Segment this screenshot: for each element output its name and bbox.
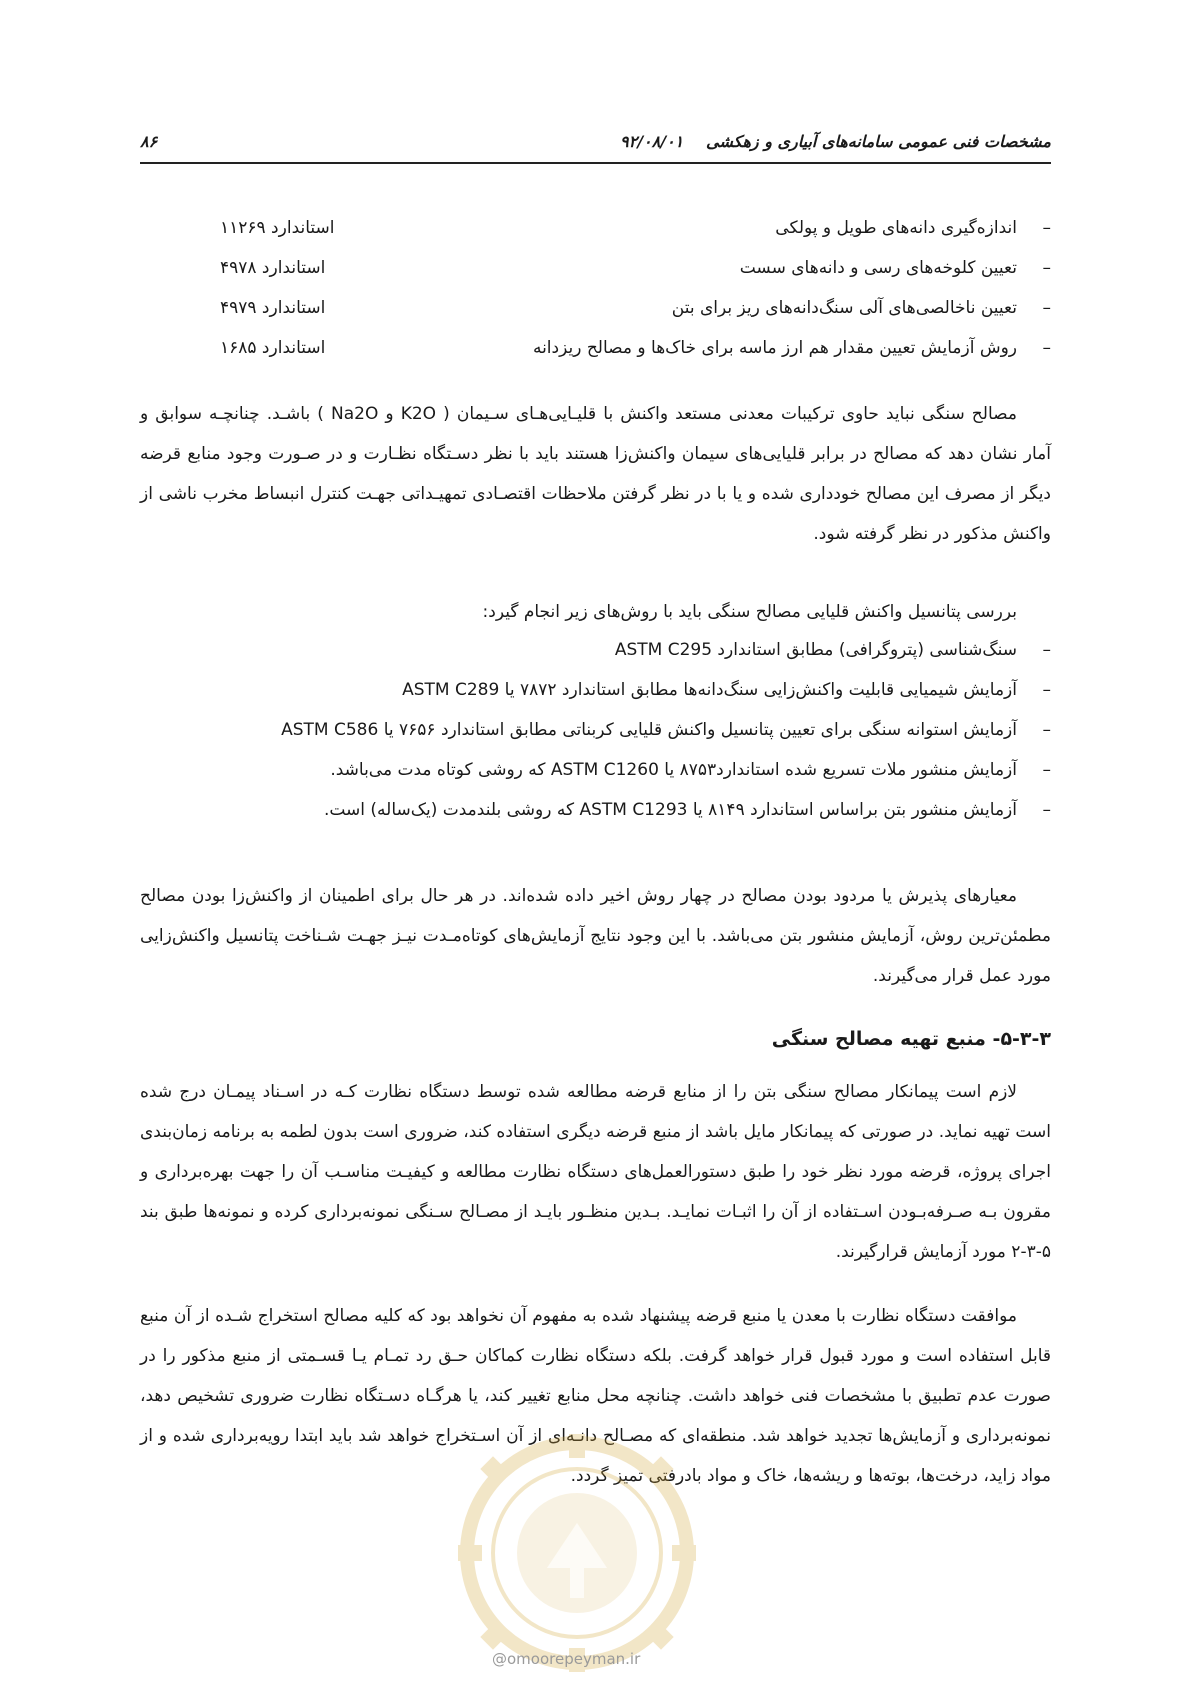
header-date: ۹۲/۰۸/۰۱: [620, 132, 684, 151]
bullet-dash: –: [1042, 640, 1051, 660]
paragraph-acceptance-criteria: [140, 876, 1051, 996]
standard-title: روش آزمایش تعیین مقدار هم ارز ماسه برای خاک‌ها و مصالح ریزدانه: [532, 338, 1017, 358]
paragraph-text: بررسی پتانسیل واکنش قلیایی مصالح سنگی باید با روش‌های زیر انجام گیرد:: [482, 602, 1017, 622]
method-text: سنگ‌شناسی (پتروگرافی) مطابق استاندارد ASTM C295: [614, 640, 1017, 660]
list-item: [140, 752, 1051, 792]
bullet-dash: –: [1042, 298, 1051, 318]
standard-code: استاندارد ۱۶۸۵: [220, 338, 326, 358]
watermark-site: @omoorepeyman.ir: [492, 1650, 641, 1668]
list-item: [140, 254, 1051, 294]
list-item: [140, 294, 1051, 334]
paragraph-text: معیارهای پذیرش یا مردود بودن مصالح در چهار روش اخیر داده شده‌اند. در هر حال برای اطمینان از واکنش‌زا بودن مصالح مطمئن‌ترین روش، آزمایش منشور بتن می‌باشد. با این وجود نتایج آزمایش‌های کوتاه‌مـدت نیـز جهـت شـناخت پتانسیل واکنش‌زایی مورد عمل قرار می‌گیرند.: [140, 886, 1051, 986]
paragraph-text: لازم است پیمانکار مصالح سنگی بتن را از منابع قرضه مطالعه شده توسط دستگاه نظارت کـه در اسـناد پیمـان درج شده است تهیه نماید. در صورتی که پیمانکار مایل باشد از منبع قرضه دیگری استفاده کند، ضروری است بدون لطمه به برنامه زمان‌بندی اجرای پروژه، قرضه مورد نظر خود را طبق دستورالعمل‌های دستگاه نظارت مطالعه و کیفیـت مناسـب آن را جهت بهره‌برداری و مقرون بـه صـرفه‌بـودن اسـتفاده از آن را اثبـات نمایـد. بـدین منظـور بایـد از مصـالح سـنگی نمونه‌برداری کرده و نمونه‌ها طبق بند ۵-۳-۲ مورد آزمایش قرارگیرند.: [140, 1082, 1051, 1262]
list-item: [140, 712, 1051, 752]
header-divider: [140, 162, 1051, 164]
list-item: [140, 672, 1051, 712]
header-title: مشخصات فنی عمومی سامانه‌های آبیاری و زهکشی: [706, 132, 1051, 151]
methods-list: [140, 632, 1051, 832]
bullet-dash: –: [1042, 680, 1051, 700]
bullet-dash: –: [1042, 760, 1051, 780]
list-item: [140, 334, 1051, 374]
standard-code: استاندارد ۴۹۷۹: [220, 298, 326, 318]
paragraph-methods-intro: [140, 592, 1051, 632]
method-text: آزمایش استوانه سنگی برای تعیین پتانسیل واکنش قلیایی کربناتی مطابق استاندارد ۷۶۵۶ یا ASTM C586: [281, 720, 1017, 740]
method-text: آزمایش منشور ملات تسریع شده استاندارد۸۷۵۳ یا ASTM C1260 که روشی کوتاه مدت می‌باشد.: [330, 760, 1017, 780]
standard-code: استاندارد ۴۹۷۸: [220, 258, 326, 278]
list-item: [140, 792, 1051, 832]
omoorepeyman-seal-icon: [452, 1428, 702, 1678]
bullet-dash: –: [1042, 720, 1051, 740]
standard-code: استاندارد ۱۱۲۶۹: [220, 218, 335, 238]
section-heading: ۵-۳-۳- منبع تهیه مصالح سنگی: [771, 1028, 1051, 1050]
method-text: آزمایش منشور بتن براساس استاندارد ۸۱۴۹ یا ASTM C1293 که روشی بلندمدت (یک‌ساله) است.: [323, 800, 1017, 820]
paragraph-text: مصالح سنگی نباید حاوی ترکیبات معدنی مستعد واکنش با قلیـایی‌هـای سـیمان ( K2O و Na2O ) باشـد. چنانچـه سوابق و آمار نشان دهد که مصالح در برابر قلیایی‌های سیمان واکنش‌زا هستند باید با نظر دسـتگاه نظـارت و در صـورت وجود منابع قرضه دیگر از مصرف این مصالح خودداری شده و یا با در نظر گرفتن ملاحظات اقتصـادی تمهیـداتی جهـت کنترل انبساط مخرب ناشی از واکنش مذکور در نظر گرفته شود.: [140, 404, 1051, 544]
standards-list: [140, 214, 1051, 374]
standard-title: تعیین ناخالصی‌های آلی سنگ‌دانه‌های ریز برای بتن: [671, 298, 1017, 318]
paragraph-text: موافقت دستگاه نظارت با معدن یا منبع قرضه پیشنهاد شده به مفهوم آن نخواهد بود که کلیه مصالح استخراج شـده از آن منبع قابل استفاده است و مورد قبول قرار خواهد گرفت. بلکه دستگاه نظارت کماکان حـق رد تمـام یـا قسـمتی از منبع مذکور را در صورت عدم تطبیق با مشخصات فنی خواهد داشت. چنانچه محل منابع تغییر کند، یا هرگـاه دسـتگاه نظارت ضروری تشخیص دهد، نمونه‌برداری و آزمایش‌ها تجدید خواهد شد. منطقه‌ای که مصـالح دانـه‌ای از آن اسـتخراج خواهد شد باید ابتدا رویه‌برداری شده و از مواد زاید، درخت‌ها، بوته‌ها و ریشه‌ها، خاک و مواد بادرفتی تمیز گردد.: [140, 1306, 1051, 1486]
bullet-dash: –: [1042, 800, 1051, 820]
list-item: [140, 214, 1051, 254]
page-number: ۸۶: [140, 132, 158, 151]
standard-title: تعیین کلوخه‌های رسی و دانه‌های سست: [739, 258, 1017, 278]
bullet-dash: –: [1042, 338, 1051, 358]
standard-title: اندازه‌گیری دانه‌های طویل و پولکی: [775, 218, 1017, 238]
page-header: [140, 128, 1051, 156]
method-text: آزمایش شیمیایی قابلیت واکنش‌زایی سنگ‌دانه‌ها مطابق استاندارد ۷۸۷۲ یا ASTM C289: [402, 680, 1017, 700]
bullet-dash: –: [1042, 218, 1051, 238]
list-item: [140, 632, 1051, 672]
paragraph-alkali-reactivity: [140, 394, 1051, 554]
paragraph-source-supply: [140, 1072, 1051, 1272]
bullet-dash: –: [1042, 258, 1051, 278]
